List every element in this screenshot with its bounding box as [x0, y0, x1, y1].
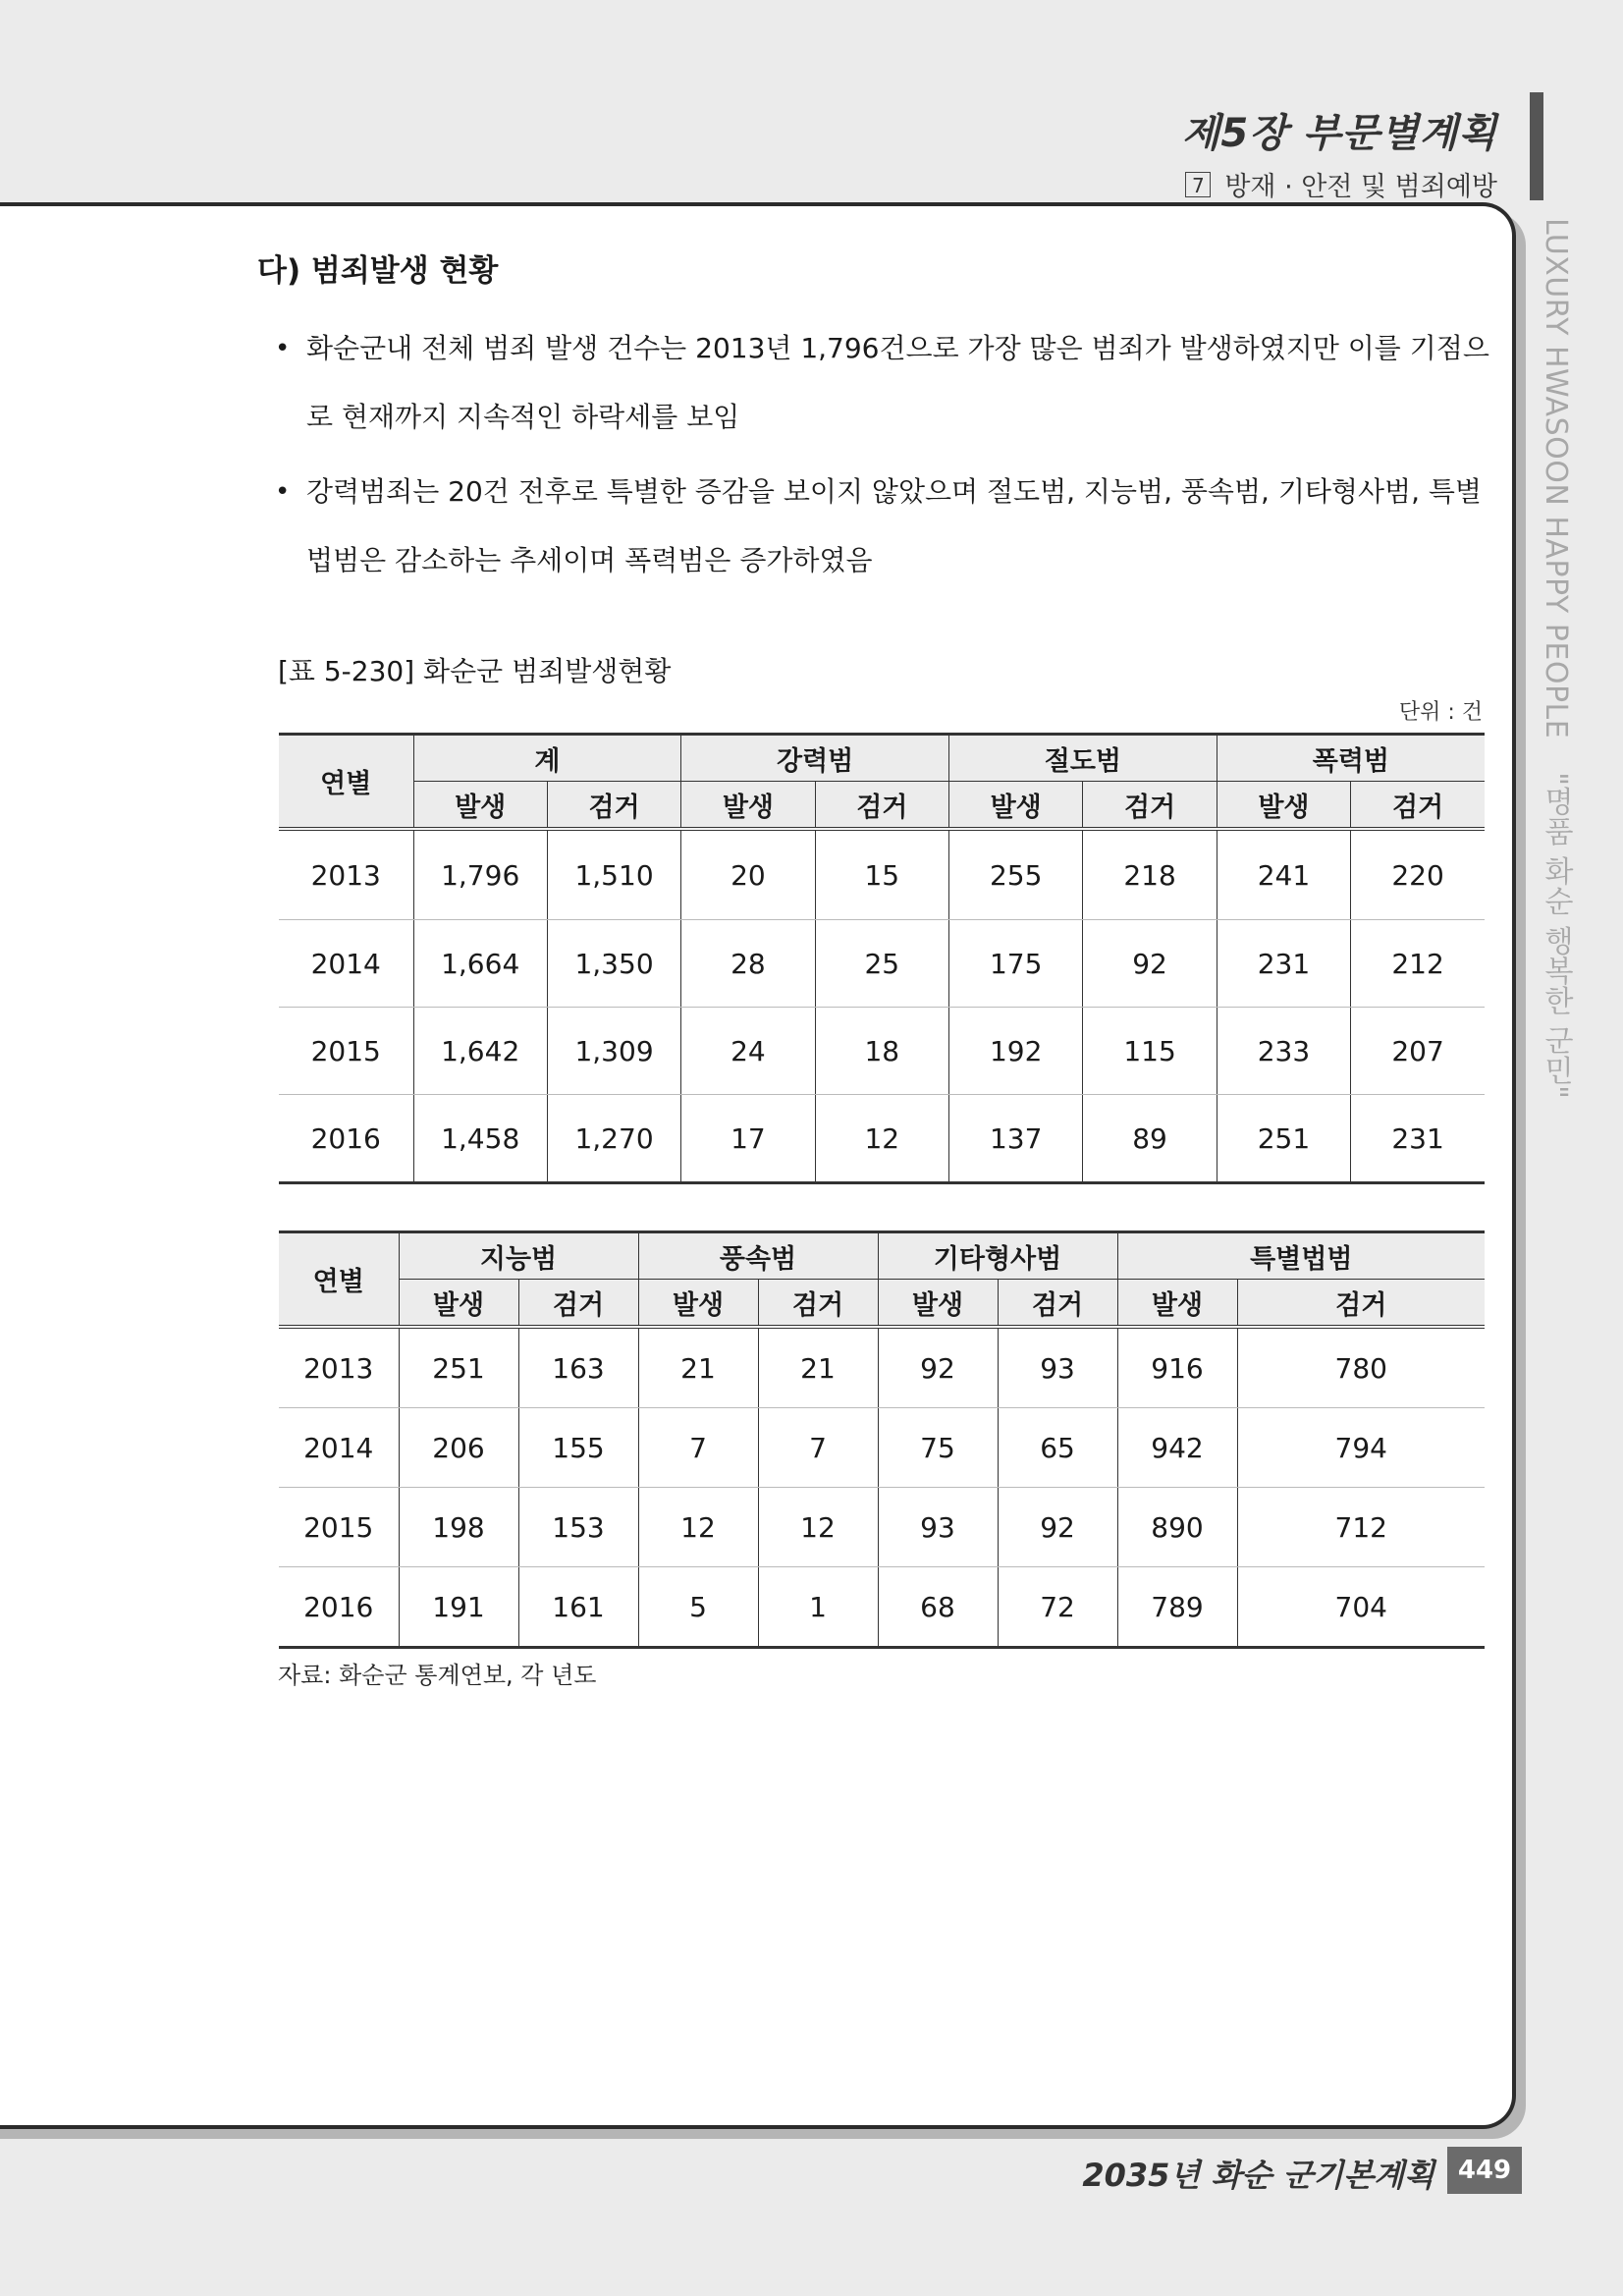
side-banner-english: LUXURY HWASOON HAPPY PEOPLE: [1539, 218, 1573, 739]
table-cell: 7: [638, 1408, 758, 1488]
group-header: 강력범: [681, 735, 949, 782]
table-row: [279, 1567, 1485, 1648]
table-row: [279, 920, 1485, 1008]
table-cell: 2014: [279, 920, 413, 1008]
sub-header: 검거: [1083, 782, 1217, 830]
table-cell: 28: [681, 920, 815, 1008]
table-cell: 18: [815, 1008, 948, 1095]
table-cell: 7: [758, 1408, 878, 1488]
table-cell: 942: [1117, 1408, 1237, 1488]
table-cell: 75: [878, 1408, 998, 1488]
section-heading: 다) 범죄발생 현황: [257, 253, 499, 289]
page-number: 449: [1447, 2147, 1522, 2194]
table-cell: 231: [1217, 920, 1350, 1008]
group-header: 지능범: [399, 1232, 638, 1280]
bullet-dot-icon: •: [275, 334, 291, 363]
crime-table-1: [279, 733, 1485, 1184]
table-cell: 92: [878, 1327, 998, 1408]
sub-header: 발생: [681, 782, 815, 830]
table-cell: 207: [1351, 1008, 1485, 1095]
table-cell: 212: [1351, 920, 1485, 1008]
table-cell: 255: [949, 829, 1083, 920]
table-cell: 2013: [279, 829, 413, 920]
table-cell: 1,796: [413, 829, 547, 920]
group-header: 폭력범: [1217, 735, 1485, 782]
bullet-item: [275, 458, 1502, 595]
bullet-item: [275, 314, 1502, 452]
table-cell: 2016: [279, 1095, 413, 1183]
table-cell: 1,664: [413, 920, 547, 1008]
table-cell: 220: [1351, 829, 1485, 920]
side-banner: [1534, 218, 1577, 1099]
table-cell: 163: [518, 1327, 638, 1408]
table-cell: 92: [998, 1488, 1117, 1567]
table-cell: 92: [1083, 920, 1217, 1008]
table-cell: 916: [1117, 1327, 1237, 1408]
table-cell: 161: [518, 1567, 638, 1648]
table-cell: 155: [518, 1408, 638, 1488]
header-accent-bar: [1530, 92, 1543, 200]
sub-header: 발생: [878, 1280, 998, 1328]
table-cell: 17: [681, 1095, 815, 1183]
sub-header: 발생: [1117, 1280, 1237, 1328]
table-cell: 115: [1083, 1008, 1217, 1095]
sub-header: 발생: [949, 782, 1083, 830]
table-cell: 89: [1083, 1095, 1217, 1183]
side-banner-korean: "명품 화순 행복한 군민": [1539, 772, 1573, 1100]
group-header: 계: [413, 735, 681, 782]
section-subtitle-text: 방재 · 안전 및 범죄예방: [1224, 172, 1497, 202]
table-cell: 251: [399, 1327, 518, 1408]
bullet-text: 강력범죄는 20건 전후로 특별한 증감을 보이지 않았으며 절도범, 지능범, 풍속범, 기타형사범, 특별법범은 감소하는 추세이며 폭력범은 증가하였음: [306, 475, 1482, 576]
table-cell: 1,309: [547, 1008, 680, 1095]
table-cell: 2015: [279, 1008, 413, 1095]
table-row: [279, 1008, 1485, 1095]
table-cell: 789: [1117, 1567, 1237, 1648]
table-cell: 72: [998, 1567, 1117, 1648]
table-cell: 1: [758, 1567, 878, 1648]
table-cell: 218: [1083, 829, 1217, 920]
group-header: 기타형사범: [878, 1232, 1117, 1280]
table-cell: 241: [1217, 829, 1350, 920]
sub-header: 검거: [758, 1280, 878, 1328]
table-cell: 12: [758, 1488, 878, 1567]
table-cell: 2015: [279, 1488, 399, 1567]
table-cell: 206: [399, 1408, 518, 1488]
year-header: 연별: [279, 735, 413, 830]
table-cell: 704: [1237, 1567, 1485, 1648]
table-cell: 153: [518, 1488, 638, 1567]
table-cell: 1,350: [547, 920, 680, 1008]
table-cell: 712: [1237, 1488, 1485, 1567]
table-cell: 2013: [279, 1327, 399, 1408]
sub-header: 발생: [638, 1280, 758, 1328]
sub-header: 발생: [413, 782, 547, 830]
table-cell: 192: [949, 1008, 1083, 1095]
sub-header: 검거: [998, 1280, 1117, 1328]
table-cell: 780: [1237, 1327, 1485, 1408]
table-cell: 231: [1351, 1095, 1485, 1183]
table-cell: 21: [638, 1327, 758, 1408]
table-row: [279, 1095, 1485, 1183]
table-cell: 1,642: [413, 1008, 547, 1095]
footer-title: 2035년 화순 군기본계획: [1082, 2157, 1434, 2194]
year-header: 연별: [279, 1232, 399, 1328]
table-row: [279, 1488, 1485, 1567]
table-caption: [표 5-230] 화순군 범죄발생현황: [278, 655, 672, 687]
table-cell: 175: [949, 920, 1083, 1008]
bullet-text: 화순군내 전체 범죄 발생 건수는 2013년 1,796건으로 가장 많은 범죄가 발생하였지만 이를 기점으로 현재까지 지속적인 하락세를 보임: [306, 332, 1489, 433]
table-cell: 890: [1117, 1488, 1237, 1567]
table-cell: 25: [815, 920, 948, 1008]
table-cell: 93: [878, 1488, 998, 1567]
group-header: 특별법범: [1117, 1232, 1485, 1280]
table-cell: 2014: [279, 1408, 399, 1488]
table-cell: 12: [815, 1095, 948, 1183]
table-cell: 5: [638, 1567, 758, 1648]
table-cell: 12: [638, 1488, 758, 1567]
group-header: 풍속범: [638, 1232, 878, 1280]
table-cell: 137: [949, 1095, 1083, 1183]
table-cell: 198: [399, 1488, 518, 1567]
table-row: [279, 829, 1485, 920]
sub-header: 검거: [1237, 1280, 1485, 1328]
unit-note: 단위 : 건: [1398, 700, 1483, 725]
table-cell: 191: [399, 1567, 518, 1648]
table-cell: 1,458: [413, 1095, 547, 1183]
table-cell: 21: [758, 1327, 878, 1408]
chapter-title: 제5장 부문별계획: [1181, 111, 1497, 156]
section-subtitle: [1185, 165, 1497, 203]
section-number-badge: 7: [1185, 172, 1211, 197]
sub-header: 발생: [1217, 782, 1350, 830]
table-cell: 24: [681, 1008, 815, 1095]
table-cell: 1,510: [547, 829, 680, 920]
table-row: [279, 1408, 1485, 1488]
source-note: 자료: 화순군 통계연보, 각 년도: [278, 1662, 597, 1689]
group-header: 절도범: [949, 735, 1217, 782]
table-cell: 794: [1237, 1408, 1485, 1488]
sub-header: 검거: [518, 1280, 638, 1328]
table-cell: 93: [998, 1327, 1117, 1408]
crime-table-2: [279, 1230, 1485, 1649]
table-cell: 233: [1217, 1008, 1350, 1095]
table-row: [279, 1327, 1485, 1408]
sub-header: 검거: [547, 782, 680, 830]
sub-header: 검거: [1351, 782, 1485, 830]
table-cell: 2016: [279, 1567, 399, 1648]
bullet-dot-icon: •: [275, 477, 291, 507]
table-cell: 1,270: [547, 1095, 680, 1183]
table-cell: 65: [998, 1408, 1117, 1488]
table-cell: 15: [815, 829, 948, 920]
sub-header: 검거: [815, 782, 948, 830]
sub-header: 발생: [399, 1280, 518, 1328]
table-cell: 20: [681, 829, 815, 920]
table-cell: 251: [1217, 1095, 1350, 1183]
table-cell: 68: [878, 1567, 998, 1648]
